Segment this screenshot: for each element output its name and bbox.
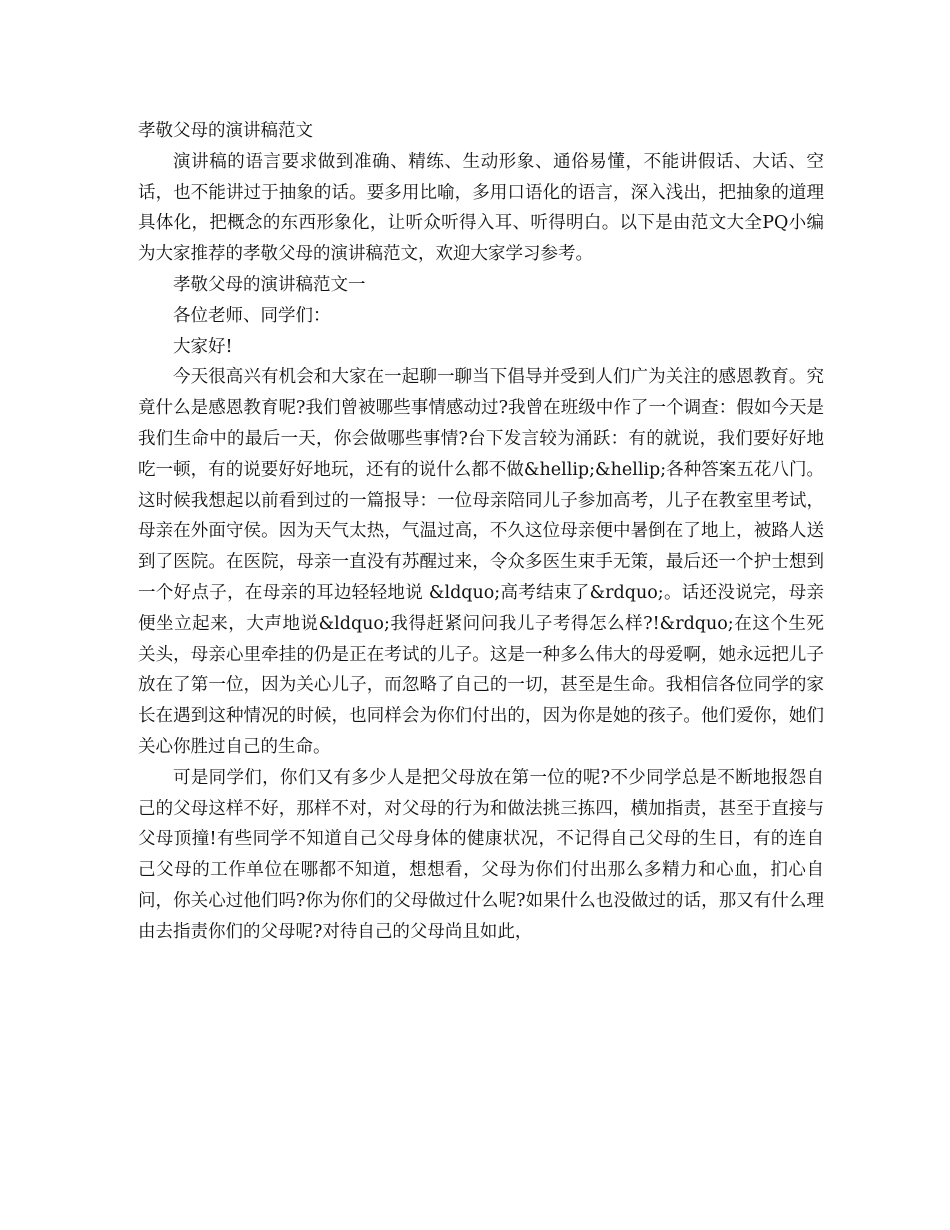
paragraph-story: 今天很高兴有机会和大家在一起聊一聊当下倡导并受到人们广为关注的感恩教育。究竟什么是感恩教育呢?我们曾被哪些事情感动过?我曾在班级中作了一个调查：假如今天是我们生命中的最后一天，你会做哪些事情?台下发言较为涌跃：有的就说，我们要好好地吃一顿，有的说要好好地玩，还有的说什么都不做&hellip;&hellip;各种答案五花八门。这时候我想起以前看到过的一篇报导：一位母亲陪同儿子参加高考，儿子在教室里考试，母亲在外面守侯。因为天气太热，气温过高，不久这位母亲便中暑倒在了地上，被路人送到了医院。在医院，母亲一直没有苏醒过来，令众多医生束手无策，最后还一个护士想到一个好点子，在母亲的耳边轻轻地说 &ldquo;高考结束了&rdquo;。话还没说完，母亲便坐立起来，大声地说&ldquo;我得赶紧问问我儿子考得怎么样?!&rdquo;在这个生死关头，母亲心里牵挂的仍是正在考试的儿子。这是一种多么伟大的母爱啊，她永远把儿子放在了第一位，因为关心儿子，而忽略了自己的一切，甚至是生命。我相信各位同学的家长在遇到这种情况的时候，也同样会为你们付出的，因为你是她的孩子。他们爱你，她们关心你胜过自己的生命。	[138, 367, 824, 757]
paragraph-intro: 演讲稿的语言要求做到准确、精练、生动形象、通俗易懂，不能讲假话、大话、空话，也不能讲过于抽象的话。要多用比喻，多用口语化的语言，深入浅出，把抽象的道理具体化，把概念的东西形象化，让听众听得入耳、听得明白。以下是由范文大全PQ小编为大家推荐的孝敬父母的演讲稿范文，欢迎大家学习参考。	[138, 151, 824, 265]
document-page	[138, 116, 824, 948]
paragraph-salutation: 各位老师、同学们：	[173, 305, 331, 326]
paragraph-question: 可是同学们，你们又有多少人是把父母放在第一位的呢?不少同学总是不断地报怨自己的父母这样不好，那样不对，对父母的行为和做法挑三拣四，横加指责，甚至于直接与父母顶撞!有些同学不知道自己父母身体的健康状况，不记得自己父母的生日，有的连自己父母的工作单位在哪都不知道，想想看，父母为你们付出那么多精力和心血，扪心自问，你关心过他们吗?你为你们的父母做过什么呢?如果什么也没做过的话，那又有什么理由去指责你们的父母呢?对待自己的父母尚且如此，	[138, 767, 824, 942]
document-title: 孝敬父母的演讲稿范文	[138, 121, 313, 141]
paragraph-greeting: 大家好!	[173, 336, 233, 357]
paragraph-subtitle: 孝敬父母的演讲稿范文一	[173, 274, 366, 295]
